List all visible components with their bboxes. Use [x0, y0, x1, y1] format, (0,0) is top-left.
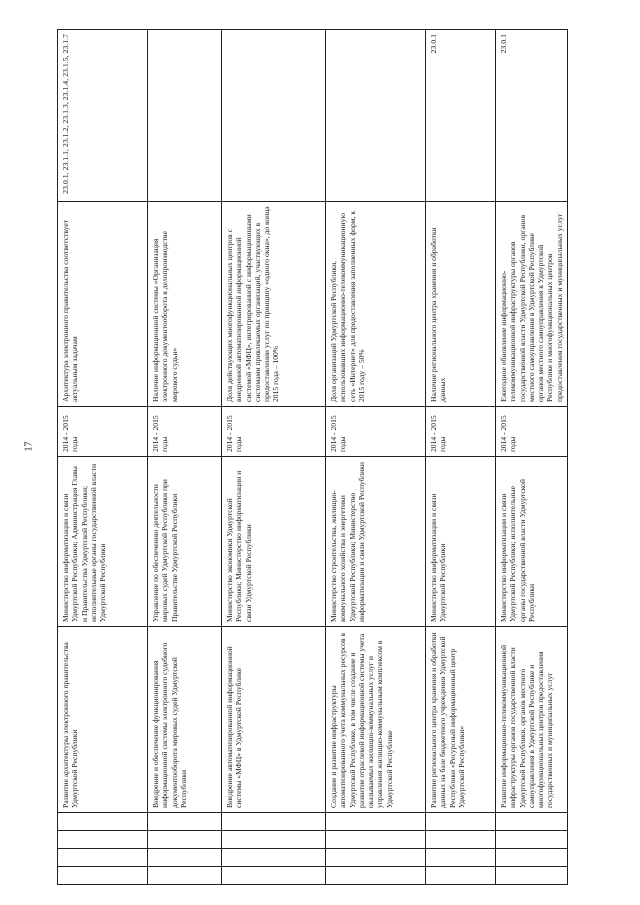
- executors-cell: Министерство информатизации и связи Удмуртской Республики: [426, 457, 496, 627]
- blank-cell: [58, 867, 148, 885]
- term-cell: 2014 - 2015 годы: [148, 407, 222, 457]
- blank-cell: [58, 813, 148, 831]
- table-row: [148, 30, 222, 885]
- blank-cell: [426, 849, 496, 867]
- blank-cell: [426, 867, 496, 885]
- measure-cell: Создание и развитие инфраструктуры автоматизированного учета коммунальных ресурсов в Удмуртской Республике, в том числе создание и развитие отраслевой информационной системы учета оказываемых жилищно-коммунальных услуг и управления жилищно-коммунальным комплексом в Удмуртской Республике: [326, 627, 426, 813]
- executors-cell: Министерство информатизации и связи Удмуртской Республики; исполнительные органы государственной власти Удмуртской Республики: [496, 457, 568, 627]
- code-cell: [326, 30, 426, 202]
- executors-cell: Управление по обеспечению деятельности мировых судей Удмуртской Республики при Правительстве Удмуртской Республики: [148, 457, 222, 627]
- blank-cell: [148, 831, 222, 849]
- code-cell: 23.0.1: [426, 30, 496, 202]
- table-row: [58, 30, 148, 885]
- table-row: [426, 30, 496, 885]
- blank-cell: [496, 867, 568, 885]
- code-cell: [148, 30, 222, 202]
- blank-cell: [148, 813, 222, 831]
- blank-cell: [326, 849, 426, 867]
- executors-cell: Министерство информатизации и связи Удмуртской Республики; Администрация Главы и Правительства Удмуртской Республики; исполнительные органы государственной власти Удмуртской Республики: [58, 457, 148, 627]
- term-cell: 2014 - 2015 годы: [496, 407, 568, 457]
- table-row: [326, 30, 426, 885]
- measure-cell: Внедрение и обеспечение функционирования информационной системы электронного судебного документооборота мировых судей Удмуртской Республики: [148, 627, 222, 813]
- blank-cell: [496, 831, 568, 849]
- measures-table: [57, 29, 568, 885]
- blank-cell: [58, 831, 148, 849]
- code-cell: 23.0.1, 23.1.1, 23.1.2, 23.1.3, 23.1.4, 23.1.5, 23.1.7: [58, 30, 148, 202]
- code-cell: 23.0.1: [496, 30, 568, 202]
- measure-cell: Внедрение автоматизированной информационной системы «МФЦ» в Удмуртской Республике: [222, 627, 326, 813]
- blank-cell: [222, 849, 326, 867]
- term-cell: 2014 - 2015 годы: [426, 407, 496, 457]
- page-number: 17: [23, 441, 35, 452]
- rotated-table-wrapper: [57, 30, 564, 885]
- blank-cell: [326, 867, 426, 885]
- blank-cell: [222, 867, 326, 885]
- result-cell: Наличие регионального центра хранения и обработки данных: [426, 202, 496, 407]
- result-cell: Ежегодное обновление информационно-телекоммуникационной инфраструктуры органов государственной власти Удмуртской Республики, органов местного самоуправления в Удмуртской Республике органов местного самоуправления в Удмуртской Республике и многофункциональных центров предоставления государственных и муниципальных услуг: [496, 202, 568, 407]
- executors-cell: Министерство строительства, жилищно-коммунального хозяйства и энергетики Удмуртской Республики; Министерство информатизации и связи Удмуртской Республики: [326, 457, 426, 627]
- blank-cell: [222, 813, 326, 831]
- result-cell: Доля организаций Удмуртской Республики, использовавших информационно-телекоммуникационную сеть «Интернет» для предоставления заполненных форм, к 2015 году – 50%: [326, 202, 426, 407]
- result-cell: Наличие информационной системы «Организация электронного документооборота в делопроизводстве мирового судьи»: [148, 202, 222, 407]
- term-cell: 2014 - 2015 годы: [58, 407, 148, 457]
- table-row: [222, 30, 326, 885]
- result-cell: Архитектура электронного правительства соответствует актуальным задачам: [58, 202, 148, 407]
- measure-cell: Развитие архитектуры электронного правительства Удмуртской Республики: [58, 627, 148, 813]
- term-cell: 2014 - 2015 годы: [222, 407, 326, 457]
- table-row: [496, 30, 568, 885]
- blank-cell: [326, 813, 426, 831]
- blank-cell: [58, 849, 148, 867]
- executors-cell: Министерство экономики Удмуртской Республики; Министерство информатизации и связи Удмуртской Республики: [222, 457, 326, 627]
- blank-cell: [426, 813, 496, 831]
- measure-cell: Развитие информационно-телекоммуникационной инфраструктуры органов государственной власти Удмуртской Республики, органов местного самоуправления в Удмуртской Республике и многофункциональных центров предоставления государственных и муниципальных услуг: [496, 627, 568, 813]
- blank-cell: [326, 831, 426, 849]
- code-cell: [222, 30, 326, 202]
- measure-cell: Развитие регионального центра хранения и обработки данных на базе бюджетного учреждения Удмуртской Республики «Ресурсный информационный центр Удмуртской Республики»: [426, 627, 496, 813]
- blank-cell: [148, 867, 222, 885]
- blank-cell: [426, 831, 496, 849]
- result-cell: Доля действующих многофункциональных центров с внедренной автоматизированной информационной системой «МФЦ», интегрированной с информационными системами привлекаемых организаций, участвующих в предоставлении услуг по принципу «одного окна», до конца 2015 года – 100%: [222, 202, 326, 407]
- blank-cell: [222, 831, 326, 849]
- blank-cell: [148, 849, 222, 867]
- blank-cell: [496, 813, 568, 831]
- blank-cell: [496, 849, 568, 867]
- term-cell: 2014 - 2015 годы: [326, 407, 426, 457]
